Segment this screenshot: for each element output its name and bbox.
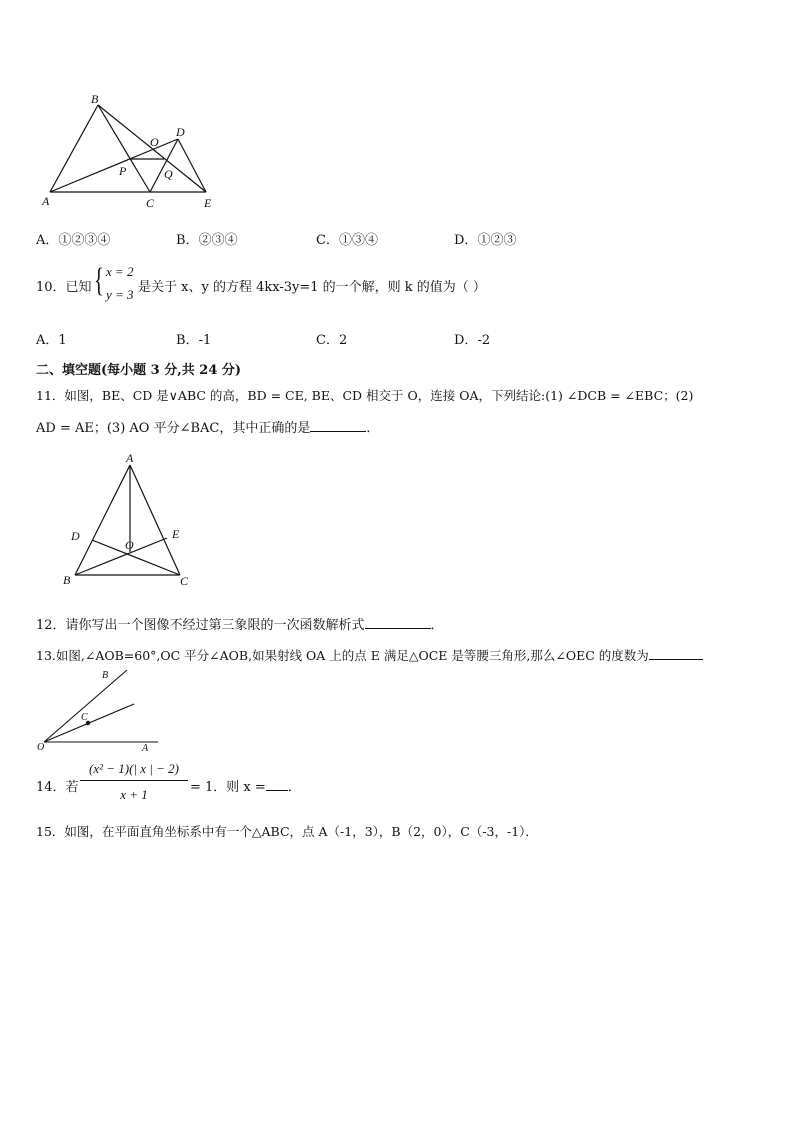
q14-denominator: x + 1 (120, 787, 148, 802)
q10-brace: { (94, 262, 104, 299)
q14-fraction-bar (80, 780, 188, 781)
label-E: E (172, 527, 180, 541)
label-O: O (125, 538, 134, 552)
label-B: B (63, 573, 71, 587)
label-C: C (81, 712, 88, 723)
q11-answer-blank[interactable] (310, 419, 366, 432)
q9-figure (36, 88, 226, 213)
line-BC (98, 105, 150, 192)
label-D: D (176, 125, 185, 139)
label-O: O (37, 742, 45, 753)
q10-eq1: x = 2 (106, 264, 134, 279)
label-C: C (146, 196, 155, 210)
label-E: E (204, 196, 212, 210)
q12: 12．请你写出一个图像不经过第三象限的一次函数解析式 ． (36, 618, 444, 633)
line-BE (75, 538, 167, 575)
q10-option-d[interactable]: D．-2 (454, 333, 491, 348)
q9-option-d[interactable]: D．①②③ (454, 233, 517, 248)
q14-suffix: = 1．则 x = (190, 780, 266, 795)
q13-text: 13.如图,∠AOB=60°,OC 平分∠AOB,如果射线 OA 上的点 E 满足△OCE 是等腰三角形,那么∠OEC 的度数为 (36, 648, 649, 663)
line-AB (50, 105, 98, 192)
q12-answer-blank[interactable] (365, 616, 431, 629)
q9-option-b[interactable]: B．②③④ (176, 233, 238, 248)
ray-OB (44, 670, 127, 742)
label-A: A (142, 743, 149, 754)
label-Q: Q (164, 167, 173, 181)
label-A: A (42, 194, 50, 208)
q13-figure (34, 666, 164, 754)
q10-option-b[interactable]: B．-1 (176, 333, 212, 348)
line-DE (178, 139, 206, 192)
q11-figure (60, 450, 200, 590)
q14-prefix: 14．若 (36, 780, 79, 795)
label-B: B (91, 92, 99, 106)
label-O: O (150, 135, 159, 149)
q15-text: 15．如图，在平面直角坐标系中有一个△ABC，点 A（-1，3），B（2，0），C（-3，-1）． (36, 824, 538, 839)
q9-option-c[interactable]: C．①③④ (316, 233, 378, 248)
q14-numerator: (x² − 1)(| x | − 2) (89, 761, 179, 776)
section-header-fill-blank: 二、填空题(每小题 3 分,共 24 分) (36, 363, 242, 378)
line-AD (50, 139, 178, 192)
q10-eq2: y = 3 (106, 287, 134, 302)
q11-line1: 11．如图，BE、CD 是∨ABC 的高，BD = CE, BE、CD 相交于 O，连接 OA，下列结论:(1) ∠DCB = ∠EBC；(2) (36, 388, 694, 403)
label-A: A (126, 451, 134, 465)
label-C: C (180, 574, 189, 588)
q13-answer-blank[interactable] (649, 647, 703, 660)
q10-number-prefix: 10．已知 (36, 280, 92, 295)
q11-line2: AD = AE；(3) AO 平分∠BAC，其中正确的是 ． (36, 421, 380, 436)
label-D: D (71, 529, 80, 543)
q9-option-a[interactable]: A．①②③④ (36, 233, 111, 248)
q10-stem: 是关于 x、y 的方程 4kx-3y=1 的一个解，则 k 的值为（ ） (138, 280, 486, 295)
line-AB (75, 465, 130, 575)
q13 (36, 646, 703, 664)
label-P: P (119, 164, 127, 178)
label-B: B (102, 670, 109, 681)
q10-option-c[interactable]: C．2 (316, 333, 348, 348)
q12-text: 12．请你写出一个图像不经过第三象限的一次函数解析式 (36, 618, 365, 633)
q14-answer-blank[interactable] (266, 778, 288, 791)
q14-suffix-line: = 1．则 x = ． (190, 780, 301, 795)
q10-option-a[interactable]: A．1 (36, 333, 67, 348)
q11-line2-text: AD = AE；(3) AO 平分∠BAC，其中正确的是 (36, 421, 311, 436)
